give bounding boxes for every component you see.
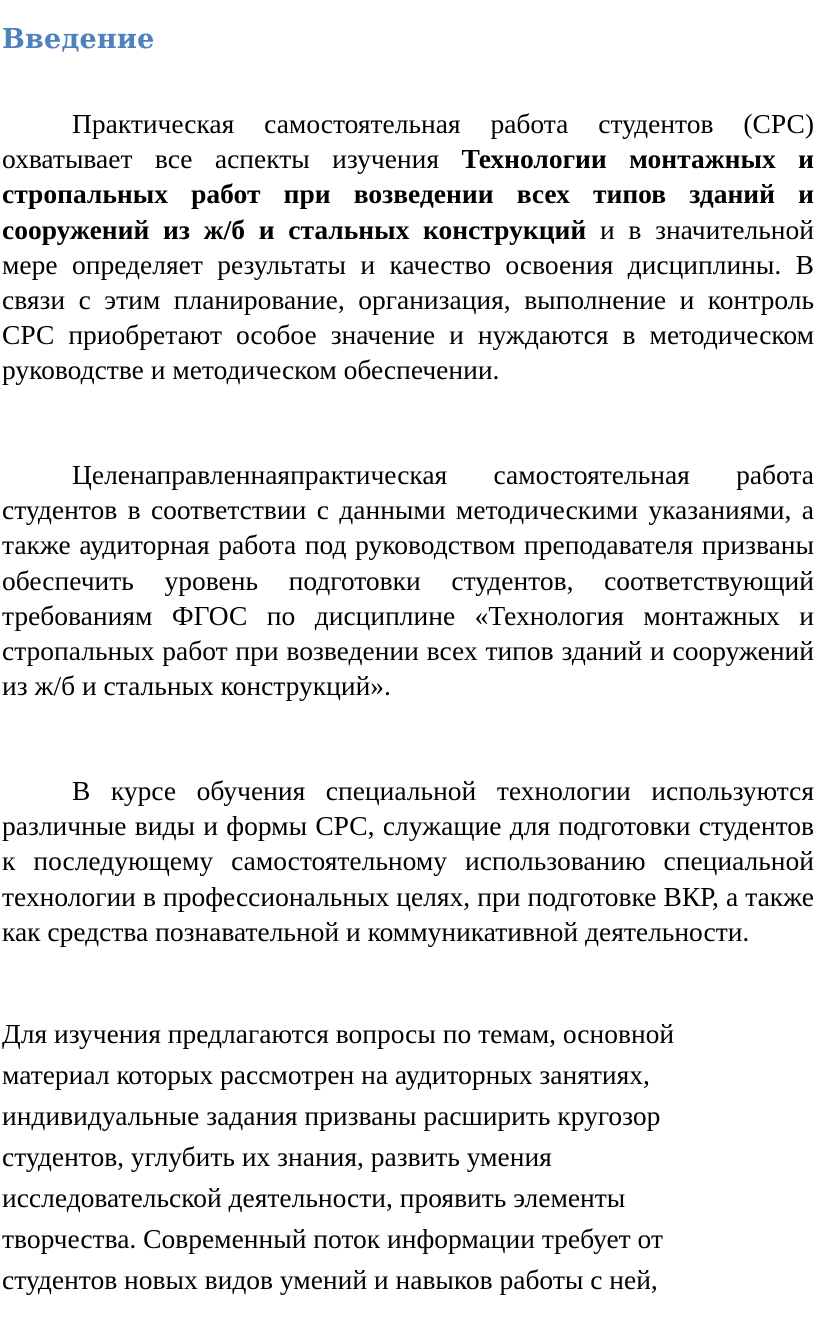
text-line: творчества. Современный поток информации требует от	[2, 1223, 663, 1254]
text-line: исследовательской деятельности, проявить элементы	[2, 1182, 626, 1213]
text-line: материал которых рассмотрен на аудиторных занятиях,	[2, 1059, 650, 1090]
paragraph-forms: В курсе обучения специальной технологии используются различные виды и формы СРС, служащие для подготовки студентов к последующему самостоятельному использованию специальной технологии в профессиональных целях, при подготовке ВКР, а также как средства познавательной и коммуникативной деятельности.	[2, 775, 814, 947]
paragraph-intro-text-end: и в значительной мере определяет результаты и качество освоения дисциплины. В связи с этим планирование, организация, выполнение и контроль СРС приобретают особое значение и нуждаются в методическом руководстве и методическом обеспечении.	[2, 213, 814, 386]
paragraph-intro-text: Практическая самостоятельная работа студентов (СРС) охватывает все аспекты изучения	[2, 108, 814, 175]
text-line: студентов, углубить их знания, развить умения	[2, 1141, 552, 1172]
paragraph-purpose: Целенаправленнаяпрактическая самостоятельная работа студентов в соответствии с данными методическими указаниями, а также аудиторная работа под руководством преподавателя призваны обеспечить уровень подготовки студентов, соответствующий требованиям ФГОС по дисциплине «Технология монтажных и стропальных работ при возведении всех типов зданий и сооружений из ж/б и стальных конструкций».	[2, 459, 814, 702]
text-line: Для изучения предлагаются вопросы по темам, основной	[2, 1018, 675, 1049]
paragraph-study-questions	[2, 1013, 814, 1300]
course-title-bold: Технологии монтажных и стропальных работ при возведении всех типов зданий и сооружений из ж/б и стальных конструкций	[2, 143, 814, 245]
paragraph-intro	[2, 106, 814, 388]
section-heading: Введение	[2, 24, 155, 55]
text-line: студентов новых видов умений и навыков работы с ней,	[2, 1264, 658, 1295]
text-line: индивидуальные задания призваны расширить кругозор	[2, 1100, 661, 1131]
